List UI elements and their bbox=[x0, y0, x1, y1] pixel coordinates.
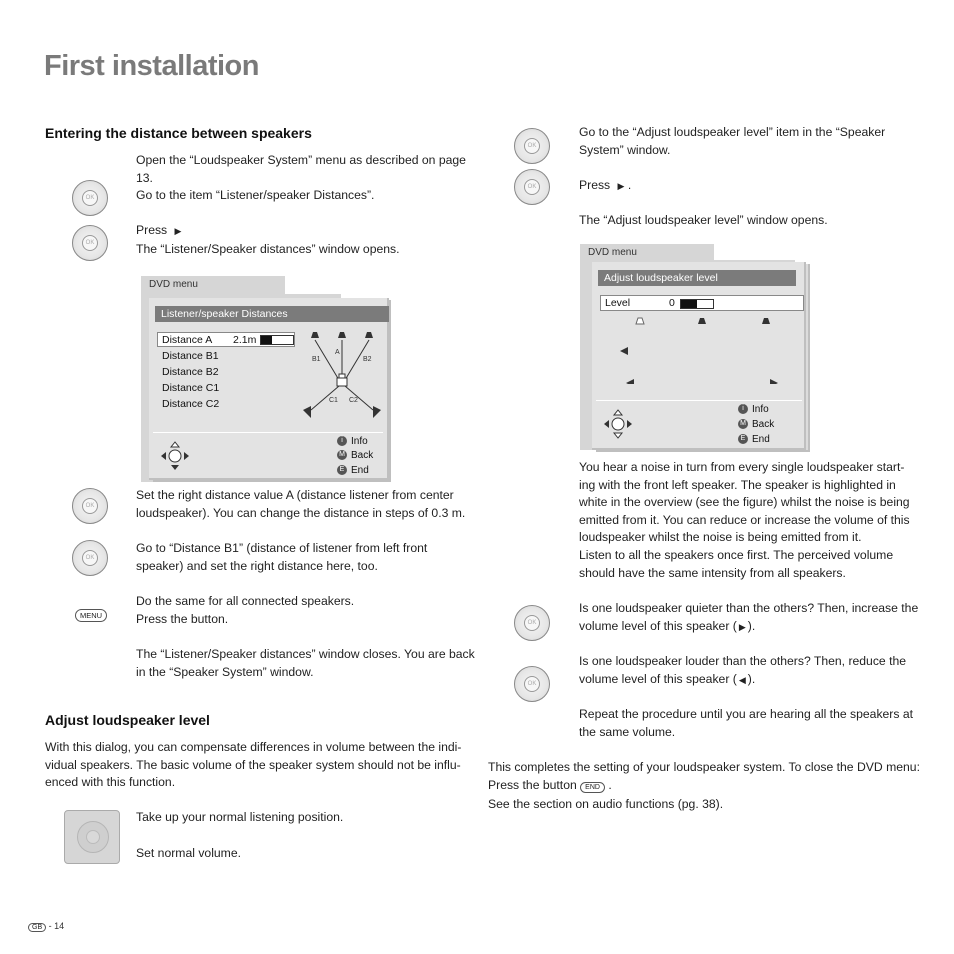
speaker-center-icon bbox=[698, 318, 706, 324]
speaker-sub-icon bbox=[620, 347, 628, 355]
speaker-rear-right-icon bbox=[770, 379, 778, 384]
navigation-pad-icon bbox=[602, 408, 634, 440]
distance-a-value: 2.1m bbox=[233, 334, 257, 346]
section-heading-level: Adjust loudspeaker level bbox=[45, 712, 210, 728]
speaker-front-left-active-icon bbox=[636, 318, 644, 324]
end-button-icon: END bbox=[580, 782, 605, 793]
speaker-rear-left-icon bbox=[626, 379, 634, 384]
menu-item-distance-a[interactable]: Distance A bbox=[162, 334, 213, 346]
distance-a-bar bbox=[260, 335, 294, 345]
remote-control-icon bbox=[64, 810, 120, 864]
speaker-rear-right-icon bbox=[373, 406, 381, 418]
legend-end: E End bbox=[337, 465, 369, 476]
legend-info: i Info bbox=[738, 404, 769, 415]
level-bar bbox=[680, 299, 714, 309]
ok-button-icon: OK bbox=[514, 605, 550, 641]
section-heading-distance: Entering the distance between speakers bbox=[45, 125, 312, 141]
instruction-listening-position: Take up your normal listening position. bbox=[136, 810, 344, 824]
menu-item-distance-c2[interactable]: Distance C2 bbox=[162, 398, 220, 410]
level-menu-screenshot bbox=[580, 240, 810, 452]
label-b1: B1 bbox=[312, 356, 321, 363]
closing-text: This completes the setting of your loudspeaker system. To close the DVD menu: Press the button END . See the section on audio functions (pg. 38). bbox=[488, 760, 920, 812]
speaker-layout-diagram bbox=[299, 328, 385, 418]
navigation-pad-icon bbox=[159, 440, 191, 472]
ok-button-icon: OK bbox=[72, 180, 108, 216]
instruction-set-distance-a: Set the right distance value A (distance listener from center loudspeaker). You can change the distance in steps of 0.3 m. bbox=[136, 488, 466, 520]
menu-title: Listener/speaker Distances bbox=[155, 306, 389, 322]
legend-info: i Info bbox=[337, 436, 368, 447]
instruction-normal-volume: Set normal volume. bbox=[136, 846, 241, 860]
instruction-level-window-opens: The “Adjust loudspeaker level” window opens. bbox=[579, 213, 828, 227]
ok-button-icon: OK bbox=[514, 128, 550, 164]
legend-back: M Back bbox=[337, 450, 373, 461]
ok-button-icon: OK bbox=[72, 488, 108, 524]
instruction-window-closes: The “Listener/Speaker distances” window closes. You are back in the “Speaker System” window. bbox=[136, 647, 475, 679]
speaker-front-left-icon bbox=[311, 332, 319, 338]
speaker-front-right-icon bbox=[762, 318, 770, 324]
ok-button-icon: OK bbox=[514, 666, 550, 702]
right-arrow-icon: ▶ bbox=[738, 621, 746, 632]
instruction-same-all: Do the same for all connected speakers. Press the button. bbox=[136, 594, 355, 626]
label-c2: C2 bbox=[349, 397, 358, 404]
label-b2: B2 bbox=[363, 356, 372, 363]
noise-explanation: You hear a noise in turn from every single loudspeaker start- ing with the front left speaker. The speaker is highlighted in white in the overview (see the figure) whilst the noise is being emitted from it. You can reduce or increase the volume of this loudspeaker whilst the noise is being emitted from it. Listen to all the speakers once first. The perceived volume should have the same intensity from all speakers. bbox=[579, 460, 910, 580]
menu-button-icon: MENU bbox=[75, 609, 107, 622]
speaker-center-icon bbox=[338, 332, 346, 338]
page-number: 14 bbox=[54, 921, 65, 931]
speaker-level-diagram bbox=[602, 314, 792, 384]
instruction-press: Press ▶ The “Listener/Speaker distances” window opens. bbox=[136, 223, 400, 256]
page-title: First installation bbox=[44, 50, 259, 82]
label-c1: C1 bbox=[329, 397, 338, 404]
level-intro: With this dialog, you can compensate differences in volume between the indi- vidual speakers. The basic volume of the speaker system should not be influ- enced with this function. bbox=[45, 740, 462, 790]
instruction-goto-b1: Go to “Distance B1” (distance of listener from left front speaker) and set the right distance here, too. bbox=[136, 541, 428, 573]
dvd-menu-tab: DVD menu bbox=[580, 244, 714, 264]
left-arrow-icon: ◀ bbox=[738, 674, 746, 685]
menu-item-distance-b1[interactable]: Distance B1 bbox=[162, 350, 219, 362]
instruction-press-right: Press ▶ . bbox=[579, 178, 632, 192]
instruction-quieter: Is one loudspeaker quieter than the others? Then, increase the volume level of this speaker ( ▶ ). bbox=[579, 601, 919, 633]
language-badge: GB bbox=[28, 923, 46, 932]
legend-end: E End bbox=[738, 434, 770, 445]
right-arrow-icon: ▶ bbox=[617, 181, 625, 191]
page-footer: GB - 14 bbox=[28, 921, 64, 931]
menu-item-distance-b2[interactable]: Distance B2 bbox=[162, 366, 219, 378]
instruction-goto-adjust: Go to the “Adjust loudspeaker level” item in the “Speaker System” window. bbox=[579, 125, 886, 157]
ok-button-icon: OK bbox=[72, 540, 108, 576]
menu-title: Adjust loudspeaker level bbox=[598, 270, 796, 286]
menu-item-distance-c1[interactable]: Distance C1 bbox=[162, 382, 220, 394]
distance-menu-screenshot bbox=[139, 274, 397, 484]
dvd-menu-tab: DVD menu bbox=[141, 276, 285, 296]
speaker-rear-left-icon bbox=[303, 406, 311, 418]
right-arrow-icon: ▶ bbox=[174, 226, 182, 236]
ok-button-icon: OK bbox=[72, 225, 108, 261]
label-a: A bbox=[335, 349, 340, 356]
instruction-repeat: Repeat the procedure until you are hearing all the speakers at the same volume. bbox=[579, 707, 914, 739]
instruction-louder: Is one loudspeaker louder than the others? Then, reduce the volume level of this speaker ( ◀ ). bbox=[579, 654, 907, 686]
instruction-open-menu: Open the “Loudspeaker System” menu as described on page 13. Go to the item “Listener/speaker Distances”. bbox=[136, 153, 466, 203]
speaker-front-right-icon bbox=[365, 332, 373, 338]
level-value: 0 bbox=[669, 297, 675, 309]
ok-button-icon: OK bbox=[514, 169, 550, 205]
level-label: Level bbox=[605, 297, 631, 309]
legend-back: M Back bbox=[738, 419, 774, 430]
